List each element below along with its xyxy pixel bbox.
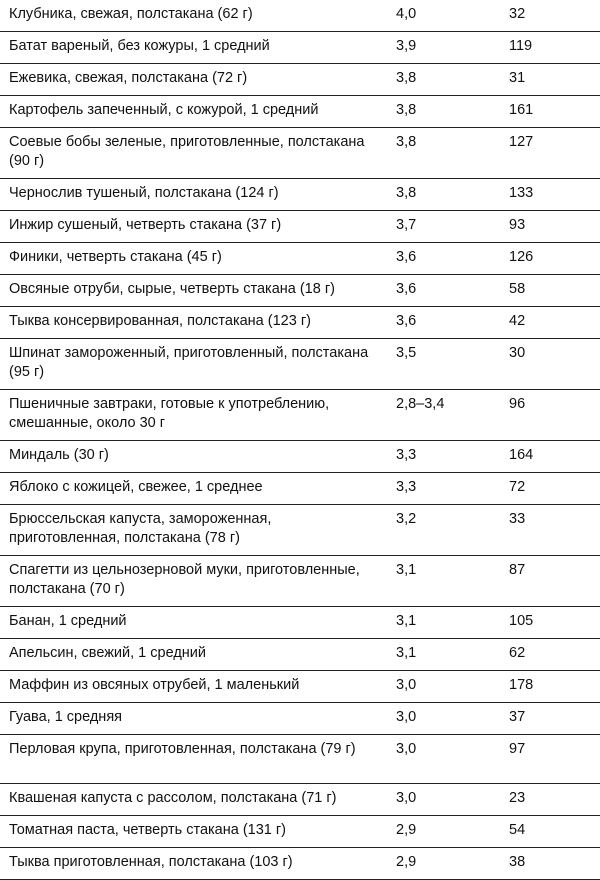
fiber-value-cell: 3,5 — [396, 345, 417, 361]
food-name-cell: Перловая крупа, приготовленная, полстакана (79 г) — [9, 741, 356, 757]
fiber-value-cell: 3,0 — [396, 709, 417, 725]
calories-value-cell: 33 — [509, 511, 526, 527]
calories-value-cell: 127 — [509, 134, 534, 150]
fiber-value-cell: 3,1 — [396, 562, 417, 578]
table-row — [0, 639, 600, 671]
table-row — [0, 735, 600, 784]
food-name-cell: Картофель запеченный, с кожурой, 1 средний — [9, 102, 319, 118]
calories-value-cell: 87 — [509, 562, 526, 578]
food-name-cell: Брюссельская капуста, замороженная, приготовленная, полстакана (78 г) — [9, 511, 272, 546]
table-row — [0, 390, 600, 441]
calories-value-cell: 23 — [509, 790, 526, 806]
table-row — [0, 243, 600, 275]
food-name-cell: Томатная паста, четверть стакана (131 г) — [9, 822, 287, 838]
calories-value-cell: 72 — [509, 479, 526, 495]
table-row — [0, 275, 600, 307]
fiber-value-cell: 3,2 — [396, 511, 417, 527]
food-name-cell: Шпинат замороженный, приготовленный, полстакана (95 г) — [9, 345, 369, 380]
food-name-cell: Квашеная капуста с рассолом, полстакана (71 г) — [9, 790, 337, 806]
fiber-value-cell: 3,8 — [396, 102, 417, 118]
fiber-value-cell: 2,9 — [396, 854, 417, 870]
fiber-value-cell: 3,6 — [396, 281, 417, 297]
table-row — [0, 441, 600, 473]
table-row — [0, 307, 600, 339]
food-name-cell: Миндаль (30 г) — [9, 447, 109, 463]
calories-value-cell: 164 — [509, 447, 534, 463]
calories-value-cell: 42 — [509, 313, 526, 329]
fiber-value-cell: 3,8 — [396, 70, 417, 86]
fiber-value-cell: 2,9 — [396, 822, 417, 838]
food-name-cell: Банан, 1 средний — [9, 613, 127, 629]
calories-value-cell: 96 — [509, 396, 526, 412]
calories-value-cell: 178 — [509, 677, 534, 693]
table-row — [0, 32, 600, 64]
food-name-cell: Инжир сушеный, четверть стакана (37 г) — [9, 217, 282, 233]
food-name-cell: Соевые бобы зеленые, приготовленные, полстакана (90 г) — [9, 134, 365, 169]
food-name-cell: Финики, четверть стакана (45 г) — [9, 249, 222, 265]
table-row — [0, 784, 600, 816]
calories-value-cell: 97 — [509, 741, 526, 757]
fiber-value-cell: 2,8–3,4 — [396, 396, 445, 412]
fiber-value-cell: 3,6 — [396, 249, 417, 265]
calories-value-cell: 54 — [509, 822, 526, 838]
fiber-value-cell: 3,8 — [396, 134, 417, 150]
fiber-value-cell: 3,0 — [396, 741, 417, 757]
calories-value-cell: 58 — [509, 281, 526, 297]
table-row — [0, 339, 600, 390]
food-name-cell: Клубника, свежая, полстакана (62 г) — [9, 6, 253, 22]
calories-value-cell: 93 — [509, 217, 526, 233]
table-row — [0, 816, 600, 848]
table-row — [0, 128, 600, 179]
food-name-cell: Тыква приготовленная, полстакана (103 г) — [9, 854, 293, 870]
table-row — [0, 179, 600, 211]
fiber-value-cell: 3,7 — [396, 217, 417, 233]
calories-value-cell: 32 — [509, 6, 526, 22]
table-row — [0, 607, 600, 639]
calories-value-cell: 30 — [509, 345, 526, 361]
food-name-cell: Чернослив тушеный, полстакана (124 г) — [9, 185, 279, 201]
calories-value-cell: 62 — [509, 645, 526, 661]
table-row — [0, 556, 600, 607]
fiber-value-cell: 3,8 — [396, 185, 417, 201]
table-row — [0, 848, 600, 880]
fiber-value-cell: 3,3 — [396, 479, 417, 495]
fiber-value-cell: 3,9 — [396, 38, 417, 54]
food-name-cell: Апельсин, свежий, 1 средний — [9, 645, 207, 661]
calories-value-cell: 31 — [509, 70, 526, 86]
calories-value-cell: 37 — [509, 709, 526, 725]
food-name-cell: Тыква консервированная, полстакана (123 г) — [9, 313, 311, 329]
fiber-value-cell: 3,1 — [396, 613, 417, 629]
table-row — [0, 505, 600, 556]
calories-value-cell: 133 — [509, 185, 534, 201]
food-name-cell: Овсяные отруби, сырые, четверть стакана (18 г) — [9, 281, 335, 297]
table-row — [0, 64, 600, 96]
food-name-cell: Ежевика, свежая, полстакана (72 г) — [9, 70, 248, 86]
fiber-value-cell: 3,0 — [396, 677, 417, 693]
table-row — [0, 671, 600, 703]
table-row — [0, 96, 600, 128]
table-row — [0, 0, 600, 32]
fiber-value-cell: 3,6 — [396, 313, 417, 329]
fiber-value-cell: 4,0 — [396, 6, 417, 22]
fiber-value-cell: 3,0 — [396, 790, 417, 806]
calories-value-cell: 161 — [509, 102, 534, 118]
calories-value-cell: 126 — [509, 249, 534, 265]
fiber-value-cell: 3,3 — [396, 447, 417, 463]
table-row — [0, 703, 600, 735]
food-name-cell: Гуава, 1 средняя — [9, 709, 123, 725]
calories-value-cell: 105 — [509, 613, 534, 629]
calories-value-cell: 38 — [509, 854, 526, 870]
food-name-cell: Пшеничные завтраки, готовые к употреблению, смешанные, около 30 г — [9, 396, 330, 431]
food-name-cell: Батат вареный, без кожуры, 1 средний — [9, 38, 270, 54]
fiber-value-cell: 3,1 — [396, 645, 417, 661]
table-row — [0, 473, 600, 505]
food-name-cell: Спагетти из цельнозерновой муки, приготовленные, полстакана (70 г) — [9, 562, 360, 597]
calories-value-cell: 119 — [509, 38, 533, 54]
food-name-cell: Яблоко с кожицей, свежее, 1 среднее — [9, 479, 263, 495]
table-row — [0, 211, 600, 243]
food-name-cell: Маффин из овсяных отрубей, 1 маленький — [9, 677, 300, 693]
